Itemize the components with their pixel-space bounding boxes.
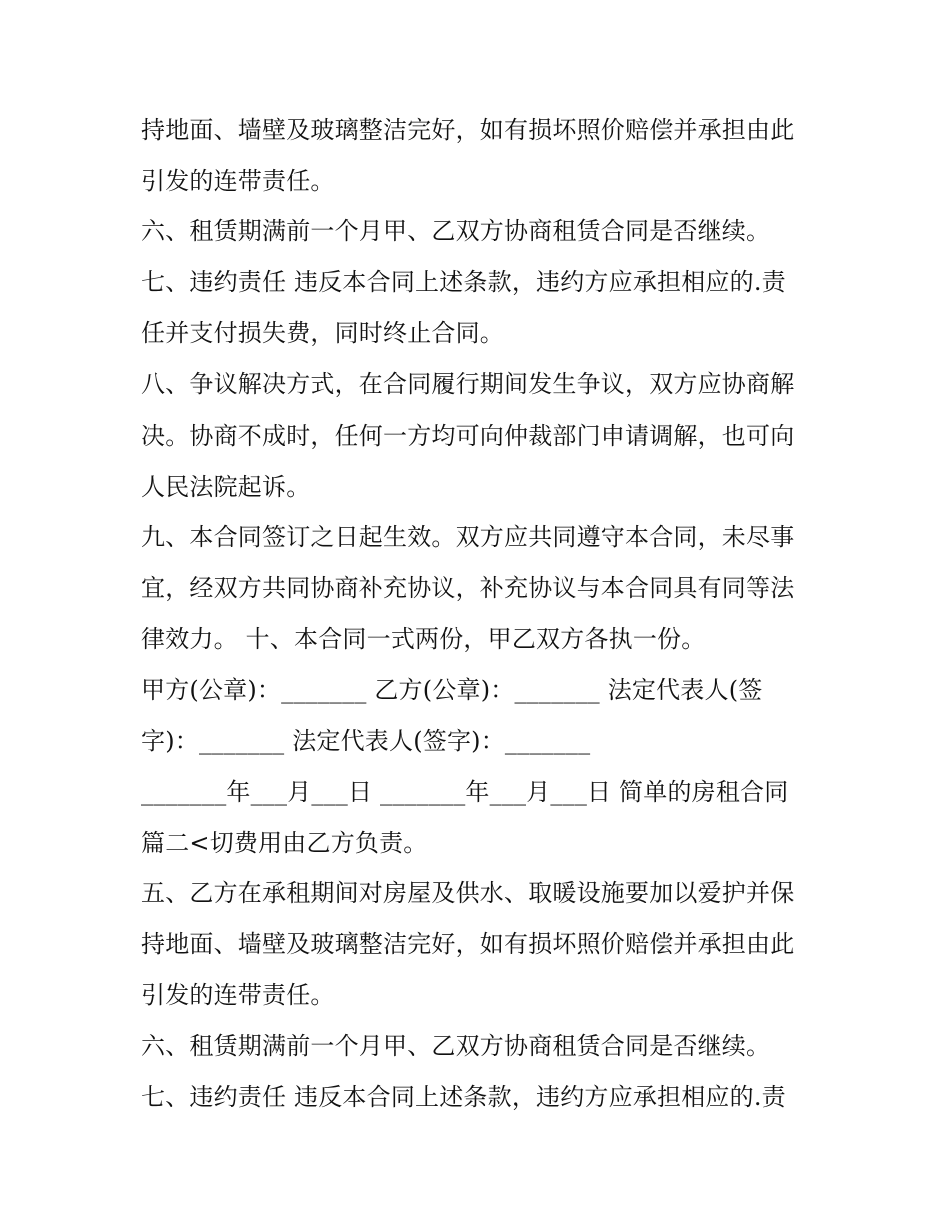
text-line: 七、违约责任 违反本合同上述条款，违约方应承担相应的.责 (141, 1083, 786, 1111)
text-line: 八、争议解决方式，在合同履行期间发生争议，双方应协商解 (141, 370, 795, 398)
text-line: 九、本合同签订之日起生效。双方应共同遵守本合同，未尽事 (141, 523, 795, 551)
text-line: 六、租赁期满前一个月甲、乙双方协商租赁合同是否继续。 (141, 217, 771, 245)
text-line: 持地面、墙壁及玻璃整洁完好，如有损坏照价赔偿并承担由此 (141, 930, 795, 958)
text-line: 篇二<切费用由乙方负责。 (141, 829, 428, 857)
text-line: 持地面、墙壁及玻璃整洁完好，如有损坏照价赔偿并承担由此 (141, 116, 795, 144)
text-line: 六、租赁期满前一个月甲、乙双方协商租赁合同是否继续。 (141, 1032, 771, 1060)
text-line: 宜，经双方共同协商补充协议，补充协议与本合同具有同等法 (141, 574, 795, 602)
text-line: 五、乙方在承租期间对房屋及供水、取暖设施要加以爱护并保 (141, 879, 795, 907)
text-line: 引发的连带责任。 (141, 167, 335, 195)
text-line: 引发的连带责任。 (141, 981, 335, 1009)
text-line: 甲方(公章)：_______ 乙方(公章)：_______ 法定代表人(签 (141, 676, 763, 704)
text-line: 律效力。 十、本合同一式两份，甲乙双方各执一份。 (141, 625, 706, 653)
text-line: 七、违约责任 违反本合同上述条款，违约方应承担相应的.责 (141, 268, 786, 296)
text-line: 字)：_______ 法定代表人(签字)：_______ (141, 727, 591, 755)
text-line: 决。协商不成时，任何一方均可向仲裁部门申请调解，也可向 (141, 422, 795, 450)
text-line: 任并支付损失费，同时终止合同。 (141, 319, 504, 347)
text-line: 人民法院起诉。 (141, 473, 311, 501)
text-line: _______年___月___日 _______年___月___日 简单的房租合同 (141, 778, 789, 806)
